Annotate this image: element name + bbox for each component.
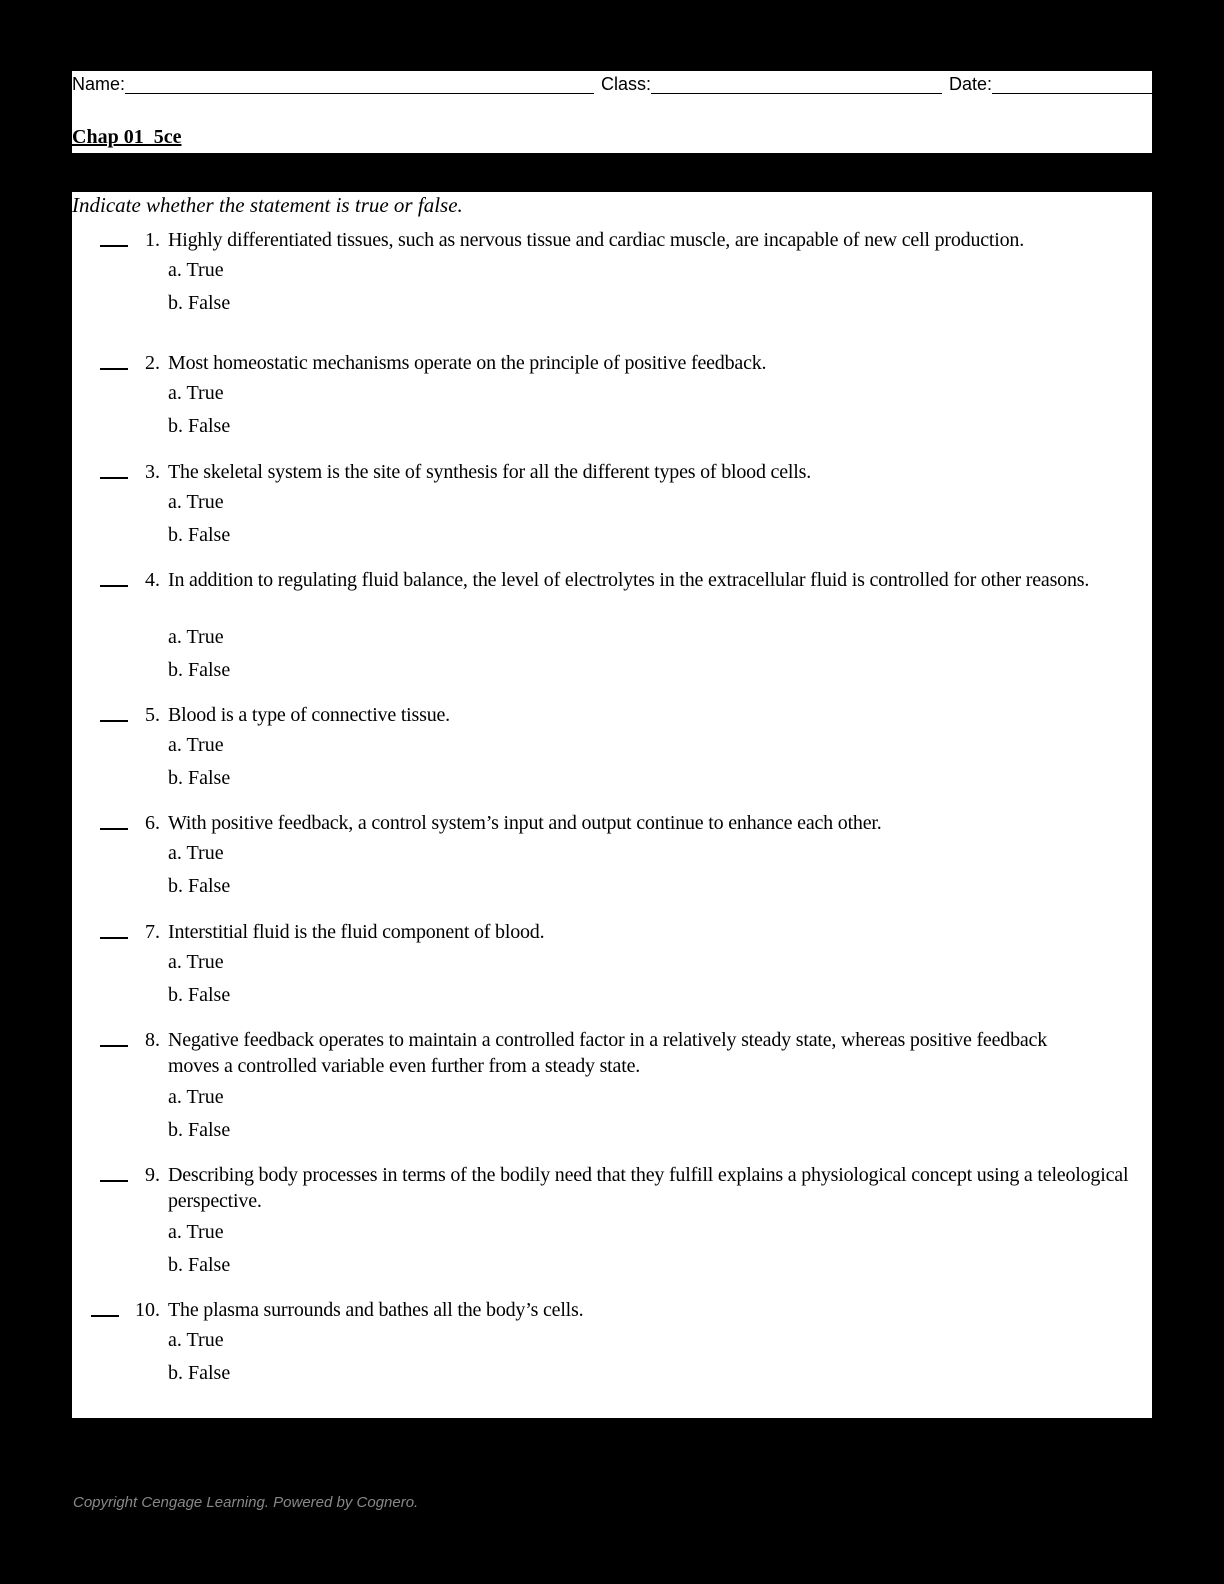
question-number: 6. [145,812,160,834]
choice-false: b. False [168,1119,231,1141]
answer-blank[interactable] [100,828,128,830]
question-number: 10. [135,1299,160,1321]
question-number: 3. [145,461,160,483]
choice-true: a. True [168,842,224,864]
question-number: 7. [145,921,160,943]
date-line[interactable] [992,73,1152,94]
question-number: 1. [145,229,160,251]
answer-blank[interactable] [91,1315,119,1317]
answer-blank[interactable] [100,720,128,722]
answer-blank[interactable] [100,368,128,370]
choice-false: b. False [168,875,231,897]
question-text: Interstitial fluid is the fluid component of blood. [168,921,545,943]
answer-blank[interactable] [100,1180,128,1182]
question-list [72,192,1152,1418]
choice-false: b. False [168,415,231,437]
answer-blank[interactable] [100,585,128,587]
question-text: Describing body processes in terms of the bodily need that they fulfill explains a physiological concept using a teleological perspective. [168,1164,1129,1212]
choice-true: a. True [168,259,224,281]
class-line[interactable] [651,73,942,94]
copyright-footer: Copyright Cengage Learning. Powered by Cognero. [73,1494,419,1511]
choice-true: a. True [168,1086,224,1108]
class-field[interactable] [601,73,942,94]
header-box [72,71,1152,153]
question-text: Highly differentiated tissues, such as nervous tissue and cardiac muscle, are incapable of new cell production. [168,229,1025,251]
choice-true: a. True [168,626,224,648]
choice-true: a. True [168,951,224,973]
choice-false: b. False [168,767,231,789]
choice-false: b. False [168,1254,231,1276]
question-number: 4. [145,569,160,591]
date-field[interactable] [949,73,1152,94]
question-number: 9. [145,1164,160,1186]
choice-false: b. False [168,1362,231,1384]
choice-true: a. True [168,1329,224,1351]
answer-blank[interactable] [100,245,128,247]
question-text: In addition to regulating fluid balance, the level of electrolytes in the extracellular fluid is controlled for other reasons. [168,569,1090,591]
choice-true: a. True [168,734,224,756]
choice-false: b. False [168,984,231,1006]
choice-true: a. True [168,382,224,404]
answer-blank[interactable] [100,1045,128,1047]
choice-true: a. True [168,491,224,513]
class-label: Class: [601,74,652,94]
choice-false: b. False [168,524,231,546]
question-number: 8. [145,1029,160,1051]
answer-blank[interactable] [100,477,128,479]
answer-blank[interactable] [100,937,128,939]
question-text: The skeletal system is the site of synthesis for all the different types of blood cells. [168,461,811,483]
name-label: Name: [72,74,126,94]
choice-false: b. False [168,659,231,681]
choice-true: a. True [168,1221,224,1243]
question-text: Blood is a type of connective tissue. [168,704,450,726]
name-line[interactable] [125,73,594,94]
question-text: Most homeostatic mechanisms operate on the principle of positive feedback. [168,352,767,374]
student-info-row [72,71,1152,97]
question-text: Negative feedback operates to maintain a controlled factor in a relatively steady state, whereas positive feedback moves a controlled variable even further from a steady state. [168,1029,1048,1077]
choice-false: b. False [168,292,231,314]
question-text: With positive feedback, a control system’s input and output continue to enhance each other. [168,812,882,834]
name-field[interactable] [72,73,594,94]
question-number: 5. [145,704,160,726]
date-label: Date: [949,74,993,94]
question-number: 2. [145,352,160,374]
question-text: The plasma surrounds and bathes all the body’s cells. [168,1299,584,1321]
instructions: Indicate whether the statement is true or false. [72,193,463,217]
chapter-title: Chap 01_5ce [72,126,182,148]
